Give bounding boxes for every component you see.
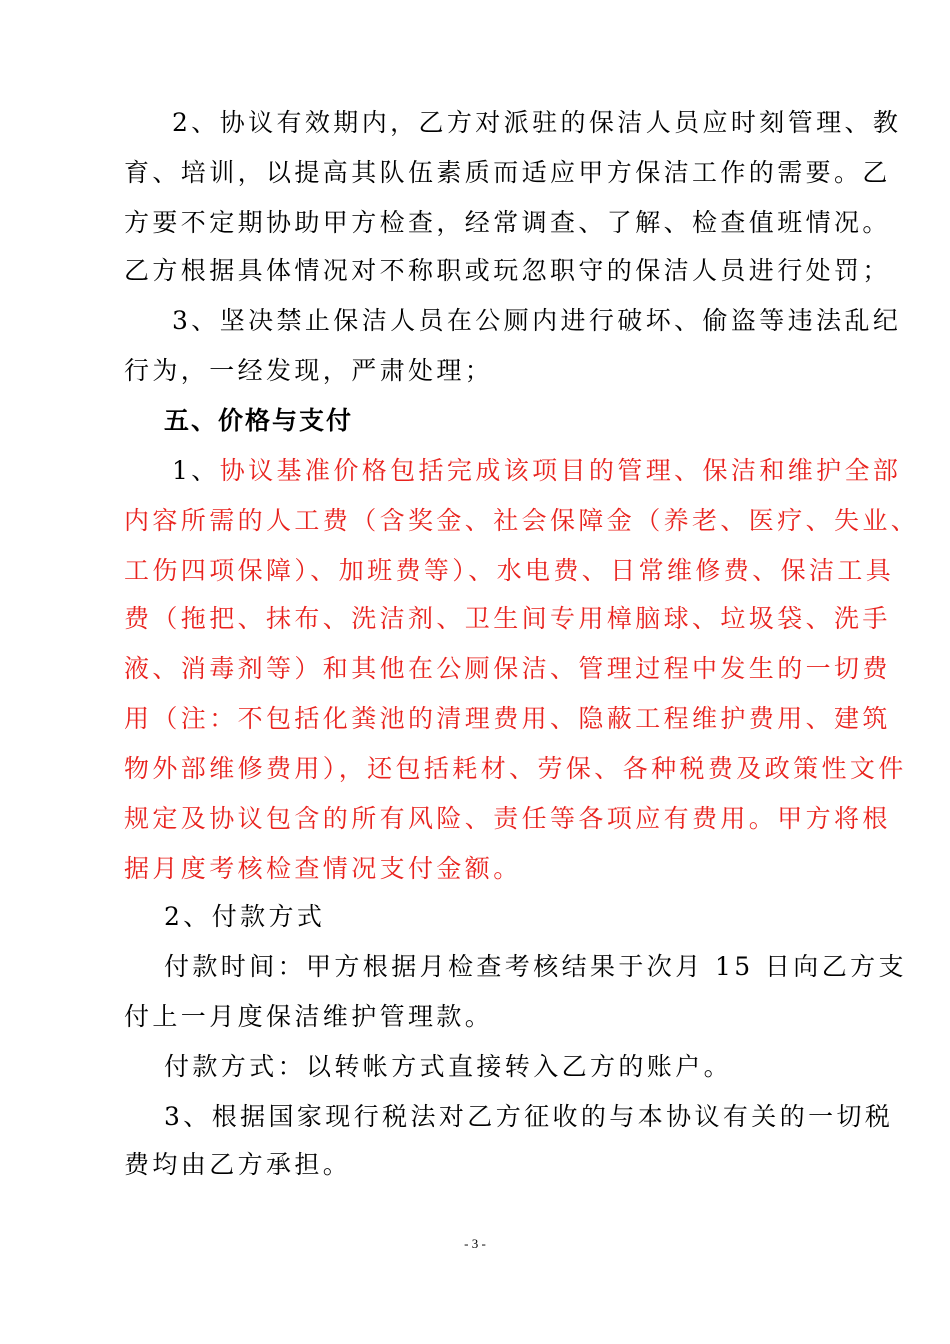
- item-2-line-1: 2、协议有效期内，乙方对派驻的保洁人员应时刻管理、教: [172, 108, 902, 137]
- payment-time-line-1: 付款时间：甲方根据月检查考核结果于次月 15 日向乙方支: [164, 952, 907, 981]
- price-item-1-line-8: 规定及协议包含的所有风险、责任等各项应有费用。甲方将根: [124, 804, 891, 833]
- item-3-line-2: 行为，一经发现，严肃处理；: [124, 356, 494, 385]
- item-3-line-1: 3、坚决禁止保洁人员在公厕内进行破坏、偷盗等违法乱纪: [172, 306, 902, 335]
- price-item-1-number: 1、: [172, 456, 220, 485]
- section-heading: 五、价格与支付: [164, 406, 354, 435]
- item-2-line-3: 方要不定期协助甲方检查，经常调查、了解、检查值班情况。: [124, 208, 891, 237]
- price-item-1-line-9: 据月度考核检查情况支付金额。: [124, 854, 522, 883]
- item-2-line-2: 育、培训，以提高其队伍素质而适应甲方保洁工作的需要。乙: [124, 158, 891, 187]
- price-item-1-line-5: 液、消毒剂等）和其他在公厕保洁、管理过程中发生的一切费: [124, 654, 891, 683]
- price-item-1-line-4: 费（拖把、抹布、洗洁剂、卫生间专用樟脑球、垃圾袋、洗手: [124, 604, 891, 633]
- payment-time-line-2: 付上一月度保洁维护管理款。: [124, 1002, 494, 1031]
- page-number: - 3 -: [464, 1236, 486, 1251]
- item-2-line-4: 乙方根据具体情况对不称职或玩忽职守的保洁人员进行处罚；: [124, 256, 891, 285]
- price-item-1-line-7: 物外部维修费用），还包括耗材、劳保、各种税费及政策性文件: [124, 754, 907, 783]
- price-item-1-line-3: 工伤四项保障）、加班费等）、水电费、日常维修费、保洁工具: [124, 556, 895, 585]
- price-item-1-line-6: 用（注：不包括化粪池的清理费用、隐蔽工程维护费用、建筑: [124, 704, 891, 733]
- price-item-1-line-1: [172, 446, 901, 496]
- tax-item-line-1: 3、根据国家现行税法对乙方征收的与本协议有关的一切税: [164, 1102, 894, 1131]
- payment-method: 付款方式：以转帐方式直接转入乙方的账户。: [164, 1052, 733, 1081]
- price-item-1-text: 协议基准价格包括完成该项目的管理、保洁和维护全部: [219, 456, 902, 485]
- tax-item-line-2: 费均由乙方承担。: [124, 1150, 352, 1179]
- payment-item-title: 2、付款方式: [164, 902, 326, 931]
- price-item-1-line-2: 内容所需的人工费（含奖金、社会保障金（养老、医疗、失业、: [124, 506, 920, 535]
